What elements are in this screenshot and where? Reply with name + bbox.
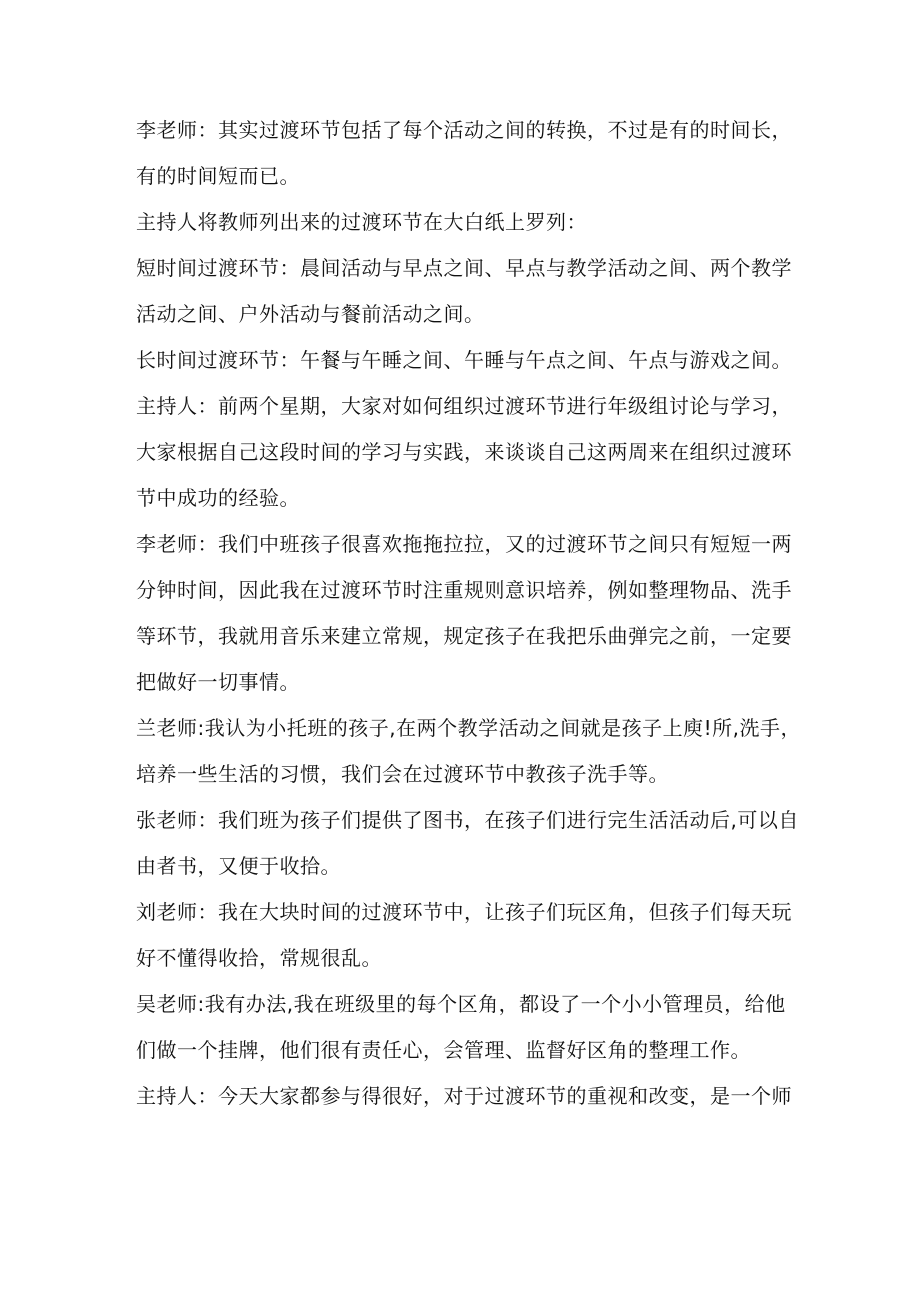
paragraph-host-list [136, 199, 796, 245]
text-line: 培养一些生活的习惯，我们会在过渡环节中教孩子洗手等。 [136, 762, 669, 786]
text-line: 节中成功的经验。 [136, 486, 300, 510]
text-line: 主持人：今天大家都参与得很好，对于过渡环节的重视和改变，是一个师 [136, 1084, 792, 1108]
paragraph-host-discussion [136, 383, 796, 521]
text-line: 们做一个挂牌，他们很有责任心，会管理、监督好区角的整理工作。 [136, 1038, 751, 1062]
text-line: 分钟时间，因此我在过渡环节时注重规则意识培养，例如整理物品、洗手 [136, 578, 792, 602]
document-body [136, 107, 801, 1119]
paragraph-li-teacher-2 [136, 521, 796, 705]
text-line: 张老师：我们班为孩子们提供了图书，在孩子们进行完生活活动后,可以自 [136, 808, 799, 832]
paragraph-zhang-teacher [136, 797, 799, 889]
text-line: 李老师：其实过渡环节包括了每个活动之间的转换，不过是有的时间长， [136, 118, 792, 142]
paragraph-long-transitions [136, 337, 796, 383]
text-line: 长时间过渡环节：午餐与午睡之间、午睡与午点之间、午点与游戏之间。 [136, 348, 792, 372]
paragraph-wu-teacher [136, 981, 796, 1073]
text-line: 兰老师:我认为小托班的孩子,在两个教学活动之间就是孩子上庾!所,洗手， [136, 716, 801, 740]
text-line: 李老师：我们中班孩子很喜欢拖拖拉拉，又的过渡环节之间只有短短一两 [136, 532, 792, 556]
text-line: 活动之间、户外活动与餐前活动之间。 [136, 302, 485, 326]
text-line: 把做好一切事情。 [136, 670, 300, 694]
paragraph-liu-teacher [136, 889, 796, 981]
text-line: 由者书，又便于收拾。 [136, 854, 341, 878]
text-line: 有的时间短而已。 [136, 164, 300, 188]
text-line: 主持人将教师列出来的过渡环节在大白纸上罗列： [136, 210, 587, 234]
text-line: 刘老师：我在大块时间的过渡环节中，让孩子们玩区角，但孩子们每天玩 [136, 900, 792, 924]
text-line: 好不懂得收拾，常规很乱。 [136, 946, 382, 970]
text-line: 等环节，我就用音乐来建立常规，规定孩子在我把乐曲弹完之前，一定要 [136, 624, 792, 648]
text-line: 吴老师:我有办法,我在班级里的每个区角，都设了一个小小管理员，给他 [136, 992, 786, 1016]
paragraph-host-closing [136, 1073, 796, 1119]
text-line: 短时间过渡环节：晨间活动与早点之间、早点与教学活动之间、两个教学 [136, 256, 792, 280]
paragraph-li-teacher-1 [136, 107, 796, 199]
text-line: 大家根据自己这段时间的学习与实践，来谈谈自己这两周来在组织过渡环 [136, 440, 792, 464]
text-line: 主持人：前两个星期，大家对如何组织过渡环节进行年级组讨论与学习， [136, 394, 792, 418]
paragraph-lan-teacher [136, 705, 801, 797]
paragraph-short-transitions [136, 245, 796, 337]
